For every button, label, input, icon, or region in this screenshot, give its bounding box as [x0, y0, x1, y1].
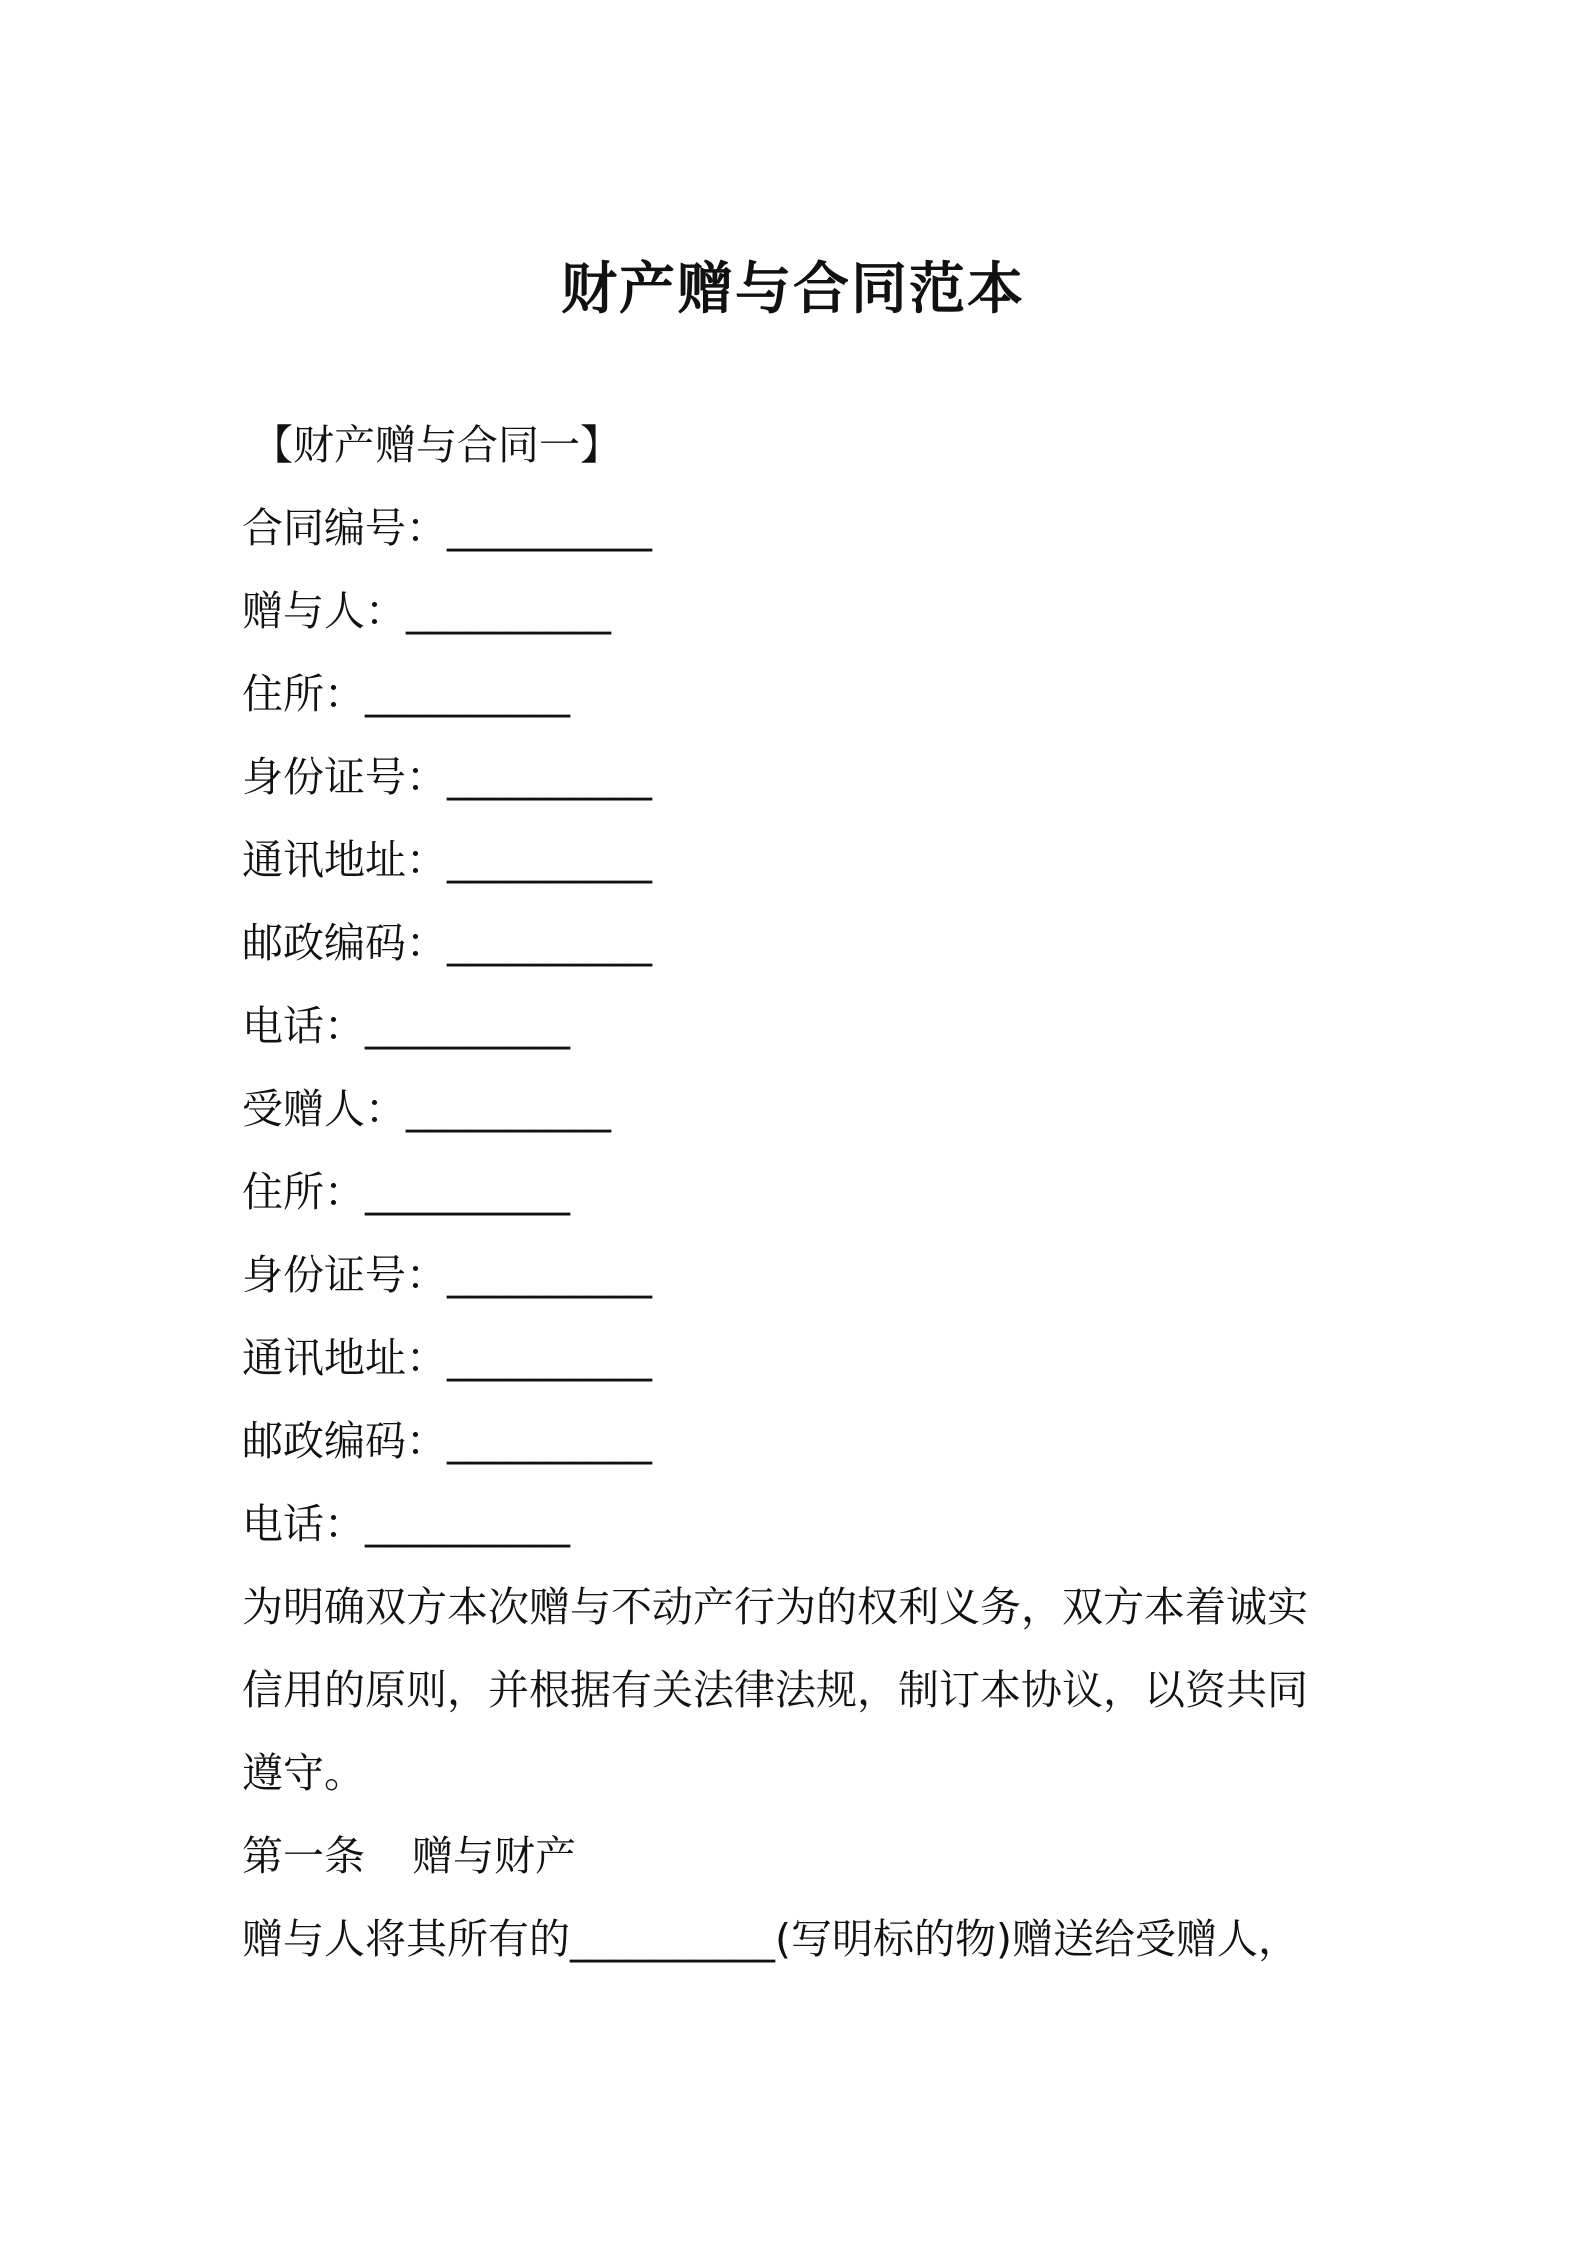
paragraph-line: 为明确双方本次赠与不动产行为的权利义务，双方本着诚实	[242, 1583, 1308, 1631]
article-1-title: 赠与财产	[412, 1832, 576, 1880]
article-1-number: 第一条	[242, 1832, 365, 1880]
article-1-heading	[242, 1815, 1362, 1898]
field-donor-name: 赠与人：__________	[242, 587, 611, 635]
field-donee-address: 住所：__________	[242, 1168, 570, 1216]
field-donee-phone: 电话：__________	[242, 1500, 570, 1548]
field-donor-id: 身份证号：__________	[242, 753, 652, 801]
article-1-text: 赠与人将其所有的__________(写明标的物)赠送给受赠人，	[242, 1915, 1299, 1963]
document-title: 财产赠与合同范本	[561, 257, 1025, 322]
paragraph-line: 信用的原则，并根据有关法律法规，制订本协议，以资共同	[242, 1666, 1308, 1714]
field-donee-postcode: 邮政编码：__________	[242, 1417, 652, 1465]
field-donor-phone: 电话：__________	[242, 1002, 570, 1050]
field-donor-mailing-address: 通讯地址：__________	[242, 836, 652, 884]
field-donor-address: 住所：__________	[242, 670, 570, 718]
field-contract-number: 合同编号：__________	[242, 504, 652, 552]
document-body	[242, 404, 1362, 1981]
paragraph-line: 遵守。	[242, 1749, 365, 1797]
field-donee-id: 身份证号：__________	[242, 1251, 652, 1299]
contract-subtitle: 【财产赠与合同一】	[252, 421, 621, 469]
field-donee-mailing-address: 通讯地址：__________	[242, 1334, 652, 1382]
field-donee-name: 受赠人：__________	[242, 1085, 611, 1133]
field-donor-postcode: 邮政编码：__________	[242, 919, 652, 967]
